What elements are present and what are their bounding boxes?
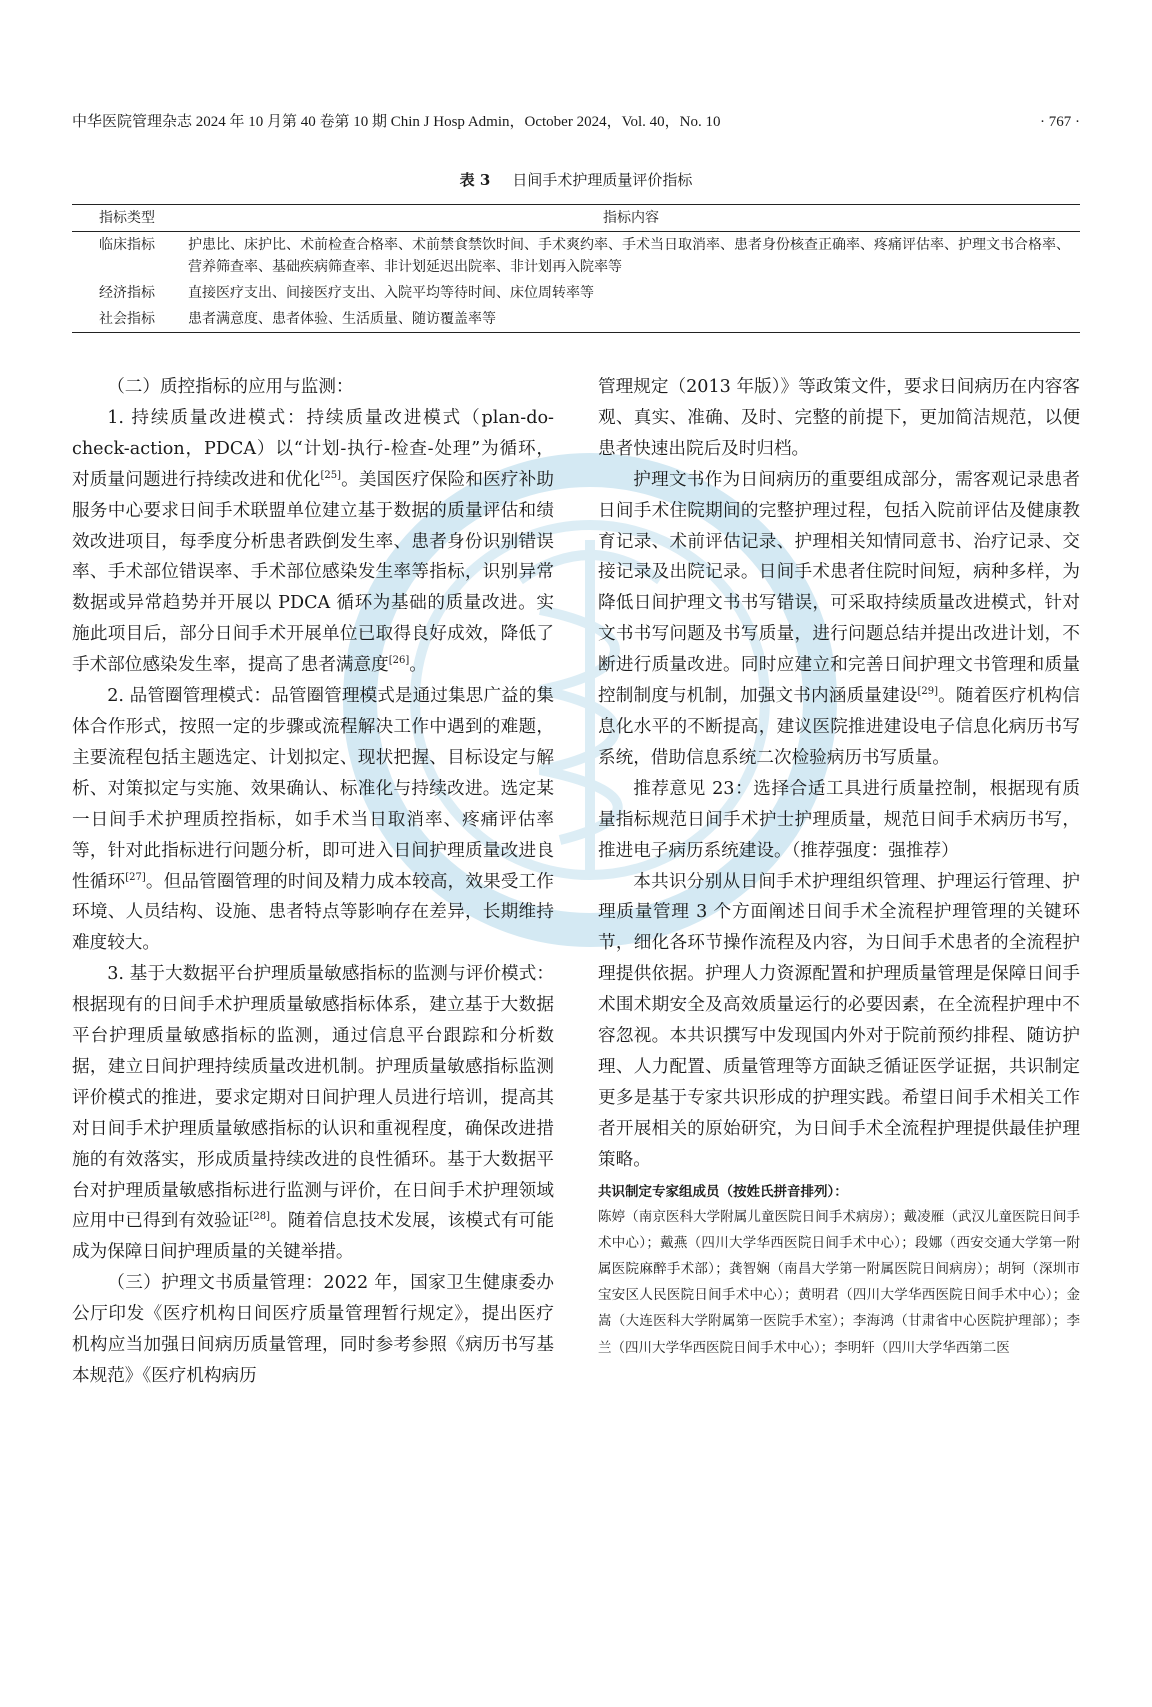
table-cell-type: 经济指标 — [99, 285, 155, 301]
paragraph-nursing-docs — [598, 465, 1080, 774]
table-cell-type: 临床指标 — [99, 237, 155, 253]
right-column — [598, 372, 1080, 1361]
citation-ref: [25] — [320, 469, 341, 481]
section-heading: （二）质控指标的应用与监测： — [107, 377, 354, 397]
paragraph-text: 。但品管圈管理的时间及精力成本较高，效果受工作环境、人员结构、设施、患者特点等影响存在差异，长期维持难度较大。 — [72, 871, 554, 954]
recommendation-23: 推荐意见 23：选择合适工具进行质量控制，根据现有质量指标规范日间手术护士护理质量，规范日间手术病历书写，推进电子病历系统建设。（推荐强度：强推荐） — [598, 778, 1080, 861]
paragraph-text: 。随着信息技术发展，该模式有可能成为保障日间护理质量的关键举措。 — [72, 1211, 554, 1263]
citation-ref: [28] — [249, 1211, 271, 1223]
table-caption — [72, 170, 1080, 190]
journal-citation: 中华医院管理杂志 2024 年 10 月第 40 卷第 10 期 Chin J Hosp Admin，October 2024，Vol. 40，No. 10 — [72, 114, 721, 130]
citation-ref: [27] — [125, 871, 146, 883]
paragraph-bigdata — [72, 959, 554, 1268]
left-column — [72, 372, 554, 1392]
paragraph-text: 。 — [409, 655, 427, 676]
paragraph-text: 。随着医疗机构信息化水平的不断提高，建议医院推进建设电子信息化病历书写系统，借助信息系统二次检验病历书写质量。 — [598, 686, 1080, 768]
paragraph-text: 1. 持续质量改进模式：持续质量改进模式（plan-do-check-action，PDCA）以“计划-执行-检查-处理”为循环，对质量问题进行持续改进和优化 — [72, 407, 554, 490]
citation-ref: [26] — [388, 655, 410, 667]
table-header-type: 指标类型 — [72, 205, 182, 232]
table-row — [72, 232, 1080, 281]
table-cell-type: 社会指标 — [72, 306, 182, 333]
paragraph-continued: 管理规定（2013 年版）》等政策文件，要求日间病历在内容客观、真实、准确、及时、完整的前提下，更加简洁规范，以便患者快速出院后及时归档。 — [598, 377, 1080, 459]
paragraph-text: 2. 品管圈管理模式：品管圈管理模式是通过集思广益的集体合作形式，按照一定的步骤或流程解决工作中遇到的难题，主要流程包括主题选定、计划拟定、现状把握、目标设定与解析、对策拟定与实施、效果确认、标准化与持续改进。选定某一日间手术护理质控指标，如手术当日取消率、疼痛评估率等，针对此指标进行问题分析，即可进入日间护理质量改进良性循环 — [72, 686, 554, 892]
paragraph-text: 3. 基于大数据平台护理质量敏感指标的监测与评价模式：根据现有的日间手术护理质量敏感指标体系，建立基于大数据平台护理质量敏感指标的监测，通过信息平台跟踪和分析数据，建立日间护理持续质量改进机制。护理质量敏感指标监测评价模式的推进，要求定期对日间护理人员进行培训，提高其对日间手术护理质量敏感指标的认识和重视程度，确保改进措施的有效落实，形成质量持续改进的良性循环。基于大数据平台对护理质量敏感指标进行监测与评价，在日间手术护理领域应用中已得到有效验证 — [72, 964, 554, 1232]
table-cell-content: 护患比、床护比、术前检查合格率、术前禁食禁饮时间、手术爽约率、手术当日取消率、患者身份核查正确率、疼痛评估率、护理文书合格率、营养筛查率、基础疾病筛查率、非计划延迟出院率、非计划再入院率等 — [188, 237, 1070, 275]
table-header-row — [72, 205, 1080, 232]
citation-ref: [29] — [917, 686, 938, 698]
table-header-content: 指标内容 — [182, 205, 1080, 232]
paragraph-documents: （三）护理文书质量管理：2022 年，国家卫生健康委办公厅印发《医疗机构日间医疗质量管理暂行规定》，提出医疗机构应当加强日间病历质量管理，同时参考参照《病历书写基本规范》《医疗机构病历 — [72, 1273, 554, 1386]
experts-list: 陈婷（南京医科大学附属儿童医院日间手术病房）；戴凌雁（武汉儿童医院日间手术中心）；戴燕（四川大学华西医院日间手术中心）；段娜（西安交通大学第一附属医院麻醉手术部）；龚智娴（南昌大学第一附属医院日间病房）；胡钶（深圳市宝安区人民医院日间手术中心）；黄明君（四川大学华西医院日间手术中心）；金嵩（大连医科大学附属第一医院手术室）；李海鸿（甘肃省中心医院护理部）；李兰（四川大学华西医院日间手术中心）；李明轩（四川大学华西第二医 — [598, 1208, 1080, 1356]
paragraph-pdca — [72, 403, 554, 681]
paragraph-conclusion: 本共识分别从日间手术护理组织管理、护理运行管理、护理质量管理 3 个方面阐述日间手术全流程护理管理的关键环节，细化各环节操作流程及内容，为日间手术患者的全流程护理提供依据。护理人力资源配置和护理质量管理是保障日间手术围术期安全及高效质量运行的必要因素，在全流程护理中不容忽视。本共识撰写中发现国内外对于院前预约排程、随访护理、人力配置、质量管理等方面缺乏循证医学证据，共识制定更多是基于专家共识形成的护理实践。希望日间手术相关工作者开展相关的原始研究，为日间手术全流程护理提供最佳护理策略。 — [598, 871, 1080, 1170]
paragraph-qcc — [72, 681, 554, 959]
paragraph-text: 护理文书作为日间病历的重要组成部分，需客观记录患者日间手术住院期间的完整护理过程，包括入院前评估及健康教育记录、术前评估记录、护理相关知情同意书、治疗记录、交接记录及出院记录。日间手术患者住院时间短，病种多样，为降低日间护理文书书写错误，可采取持续质量改进模式，针对文书书写问题及书写质量，进行问题总结并提出改进计划，不断进行质量改进。同时应建立和完善日间护理文书管理和质量控制制度与机制，加强文书内涵质量建设 — [598, 469, 1080, 707]
experts-title: 共识制定专家组成员（按姓氏拼音排列）： — [598, 1183, 848, 1200]
table-row — [72, 280, 1080, 306]
quality-metrics-table — [72, 204, 1080, 333]
table-cell-content: 患者满意度、患者体验、生活质量、随访覆盖率等 — [182, 306, 1080, 333]
table-title: 日间手术护理质量评价指标 — [512, 171, 693, 189]
page-number: · 767 · — [1040, 114, 1080, 130]
paragraph-text: 。美国医疗保险和医疗补助服务中心要求日间手术联盟单位建立基于数据的质量评估和绩效改进项目，每季度分析患者跌倒发生率、患者身份识别错误率、手术部位错误率、手术部位感染发生率等指标，识别异常数据或异常趋势并开展以 PDCA 循环为基础的质量改进。实施此项目后，部分日间手术开展单位已取得良好成效，降低了手术部位感染发生率，提高了患者满意度 — [72, 469, 554, 676]
table-cell-content: 直接医疗支出、间接医疗支出、入院平均等待时间、床位周转率等 — [188, 285, 594, 301]
table-row — [72, 306, 1080, 333]
table-number: 表 3 — [459, 171, 491, 189]
